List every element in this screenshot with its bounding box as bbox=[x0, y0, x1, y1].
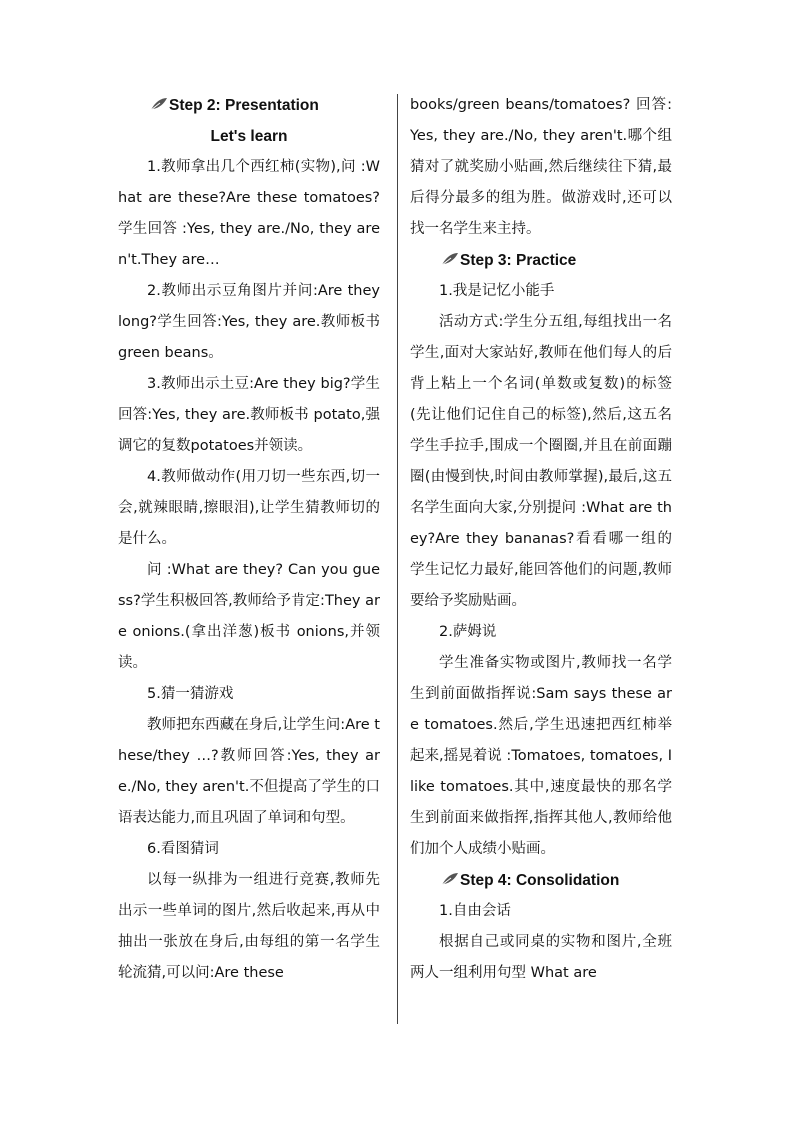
right-column bbox=[410, 90, 672, 989]
paragraph: 教师把东西藏在身后,让学生问:Are these/they …?教师回答:Yes, they are./No, they aren't.不但提高了学生的口语表达能力,而且巩固了单词和句型。 bbox=[118, 717, 380, 826]
paragraph: 学生准备实物或图片,教师找一名学生到前面做指挥说:Sam says these are tomatoes.然后,学生迅速把西红柿举起来,摇晃着说 :Tomatoes, tomatoes, I like tomatoes.其中,速度最快的那名学生到前面来做指挥,指挥其他人,教师给他们加个人成绩小贴画。 bbox=[410, 655, 672, 857]
leaf-icon bbox=[441, 872, 459, 886]
paragraph: 1.教师拿出几个西红柿(实物),问 :What are these?Are these tomatoes? 学生回答 :Yes, they are./No, they aren't.They are… bbox=[118, 159, 380, 268]
leaf-icon bbox=[150, 97, 168, 111]
step-heading bbox=[410, 245, 672, 276]
paragraph: 4.教师做动作(用刀切一些东西,切一会,就辣眼睛,擦眼泪),让学生猜教师切的是什么。 bbox=[118, 469, 380, 547]
paragraph: 3.教师出示土豆:Are they big?学生回答:Yes, they are.教师板书 potato,强调它的复数potatoes并领读。 bbox=[118, 376, 380, 454]
step4-heading-text: Step 4: Consolidation bbox=[460, 872, 620, 889]
leaf-icon bbox=[441, 252, 459, 266]
section-subheading: Let's learn bbox=[210, 128, 288, 145]
paragraph: 2.萨姆说 bbox=[439, 624, 497, 640]
left-column bbox=[118, 90, 380, 989]
paragraph: 2.教师出示豆角图片并问:Are they long?学生回答:Yes, they are.教师板书 green beans。 bbox=[118, 283, 380, 361]
step-heading bbox=[410, 865, 672, 896]
paragraph: 以每一纵排为一组进行竞赛,教师先出示一些单词的图片,然后收起来,再从中抽出一张放在身后,由每组的第一名学生轮流猜,可以问:Are these bbox=[118, 872, 380, 981]
paragraph: 根据自己或同桌的实物和图片,全班两人一组利用句型 What are bbox=[410, 934, 672, 981]
column-divider bbox=[397, 94, 398, 1024]
paragraph: 1.自由会话 bbox=[439, 903, 511, 919]
paragraph: 问 :What are they? Can you guess?学生积极回答,教师给予肯定:They are onions.(拿出洋葱)板书 onions,并领读。 bbox=[118, 562, 380, 671]
step3-heading-text: Step 3: Practice bbox=[460, 252, 577, 269]
paragraph: 5.猜一猜游戏 bbox=[147, 686, 234, 702]
paragraph: 6.看图猜词 bbox=[147, 841, 219, 857]
paragraph: 活动方式:学生分五组,每组找出一名学生,面对大家站好,教师在他们每人的后背上粘上一个名词(单数或复数)的标签(先让他们记住自己的标签),然后,这五名学生手拉手,围成一个圈圈,并且在前面蹦圈(由慢到快,时间由教师掌握),最后,这五名学生面向大家,分别提问 :What are they?Are they bananas?看看哪一组的学生记忆力最好,能回答他们的问题,教师要给予奖励贴画。 bbox=[410, 314, 672, 609]
paragraph: books/green beans/tomatoes? 回答:Yes, they are./No, they aren't.哪个组猜对了就奖励小贴画,然后继续往下猜,最后得分最多的组为胜。做游戏时,还可以找一名学生来主持。 bbox=[410, 97, 672, 237]
step2-heading-text: Step 2: Presentation bbox=[169, 97, 319, 114]
paragraph: 1.我是记忆小能手 bbox=[439, 283, 555, 299]
step-heading bbox=[118, 90, 380, 121]
